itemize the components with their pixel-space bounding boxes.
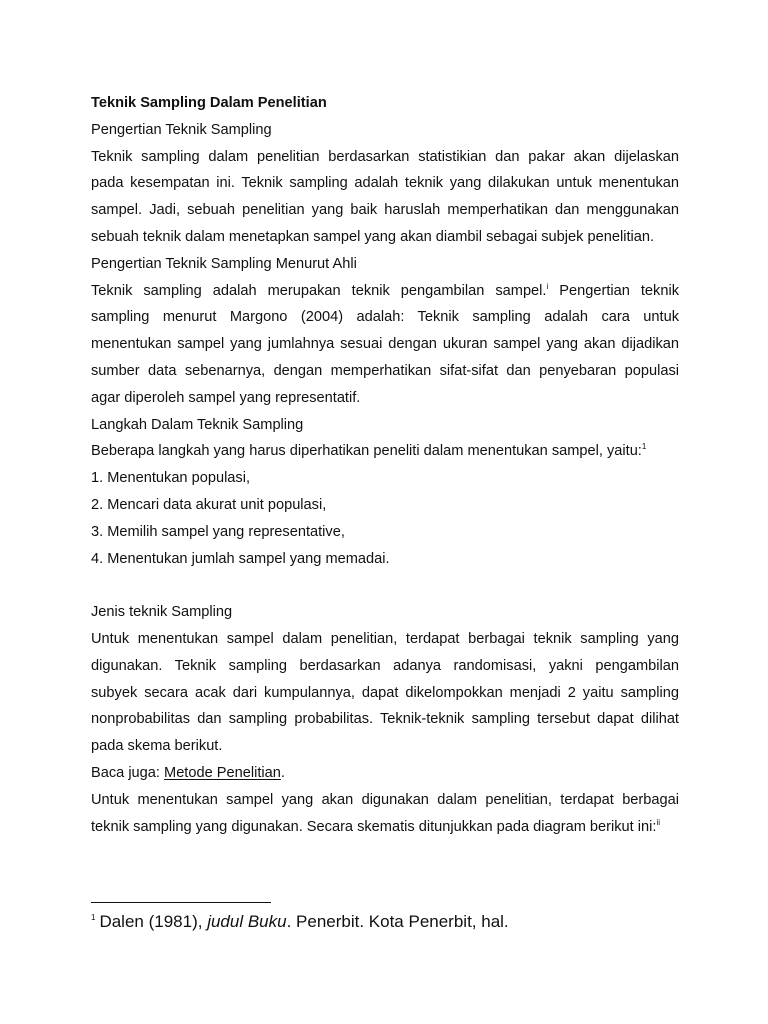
footnote-ref[interactable]: ii (656, 817, 660, 827)
paragraph-line: nonprobabilitas dan sampling probabilitas. Teknik-teknik sampling tersebut dapat dilihat (91, 711, 679, 728)
paragraph-line: sampel. Jadi, sebuah penelitian yang baik haruslah memperhatikan dan menggunakan (91, 202, 679, 219)
text-span: . (280, 764, 285, 781)
see-also-line (91, 760, 679, 787)
paragraph-line: agar diperoleh sampel yang representatif. (91, 389, 361, 406)
paragraph-line: Teknik sampling dalam penelitian berdasarkan statistikian dan pakar akan dijelaskan (91, 148, 679, 165)
paragraph-line: Untuk menentukan sampel yang akan digunakan dalam penelitian, terdapat berbagai (91, 791, 679, 808)
text-span: Pengertian teknik (548, 282, 679, 299)
footnote-ref[interactable]: 1 (641, 442, 647, 452)
text-span: Beberapa langkah yang harus diperhatikan peneliti dalam menentukan sampel, yaitu: (91, 443, 642, 460)
text-span: teknik sampling yang digunakan. Secara skematis ditunjukkan pada diagram berikut ini: (91, 818, 657, 835)
paragraph-line: digunakan. Teknik sampling berdasarkan adanya randomisasi, yakni pengambilan (91, 657, 679, 674)
see-also-link[interactable]: Metode Penelitian (164, 764, 281, 781)
footnote (91, 910, 509, 934)
paragraph-line: pada skema berikut. (91, 738, 223, 755)
section-heading: Pengertian Teknik Sampling (91, 121, 272, 138)
document-body (91, 90, 679, 840)
document-title: Teknik Sampling Dalam Penelitian (91, 95, 327, 111)
section-heading: Langkah Dalam Teknik Sampling (91, 416, 304, 433)
paragraph-line (91, 814, 679, 841)
paragraph-line: subyek secara acak dari kumpulannya, dapat dikelompokkan menjadi 2 yaitu sampling (91, 684, 679, 701)
paragraph-line: sampling menurut Margono (2004) adalah: Teknik sampling adalah cara untuk (91, 309, 679, 326)
footnote-book-title: judul Buku (207, 912, 287, 931)
list-item: 2. Mencari data akurat unit populasi, (91, 496, 327, 513)
section-heading: Pengertian Teknik Sampling Menurut Ahli (91, 255, 357, 272)
footnote-rest: . Penerbit. Kota Penerbit, hal. (286, 912, 509, 931)
paragraph-line (91, 438, 679, 465)
list-item: 3. Memilih sampel yang representative, (91, 523, 345, 540)
list-item: 1. Menentukan populasi, (91, 470, 251, 487)
footnote-author: Dalen (1981), (99, 912, 208, 931)
paragraph-line (91, 278, 679, 305)
paragraph-line: menentukan sampel yang jumlahnya sesuai dengan ukuran sampel yang akan dijadikan (91, 336, 679, 353)
footnote-separator (91, 902, 271, 903)
footnote-ref[interactable]: i (546, 281, 549, 291)
footnote-mark: 1 (91, 913, 96, 923)
blank-line (91, 572, 679, 599)
paragraph-line: sebuah teknik dalam menetapkan sampel yang akan diambil sebagai subjek penelitian. (91, 228, 655, 245)
see-also-label: Baca juga: (91, 764, 165, 781)
paragraph-line: sumber data sebenarnya, dengan memperhatikan sifat-sifat dan penyebaran populasi (91, 362, 679, 379)
section-heading: Jenis teknik Sampling (91, 604, 233, 621)
list-item: 4. Menentukan jumlah sampel yang memadai. (91, 550, 390, 567)
text-span: Teknik sampling adalah merupakan teknik pengambilan sampel. (91, 282, 547, 299)
paragraph-line: Untuk menentukan sampel dalam penelitian, terdapat berbagai teknik sampling yang (91, 630, 679, 647)
paragraph-line: pada kesempatan ini. Teknik sampling adalah teknik yang dilakukan untuk menentukan (91, 175, 679, 192)
